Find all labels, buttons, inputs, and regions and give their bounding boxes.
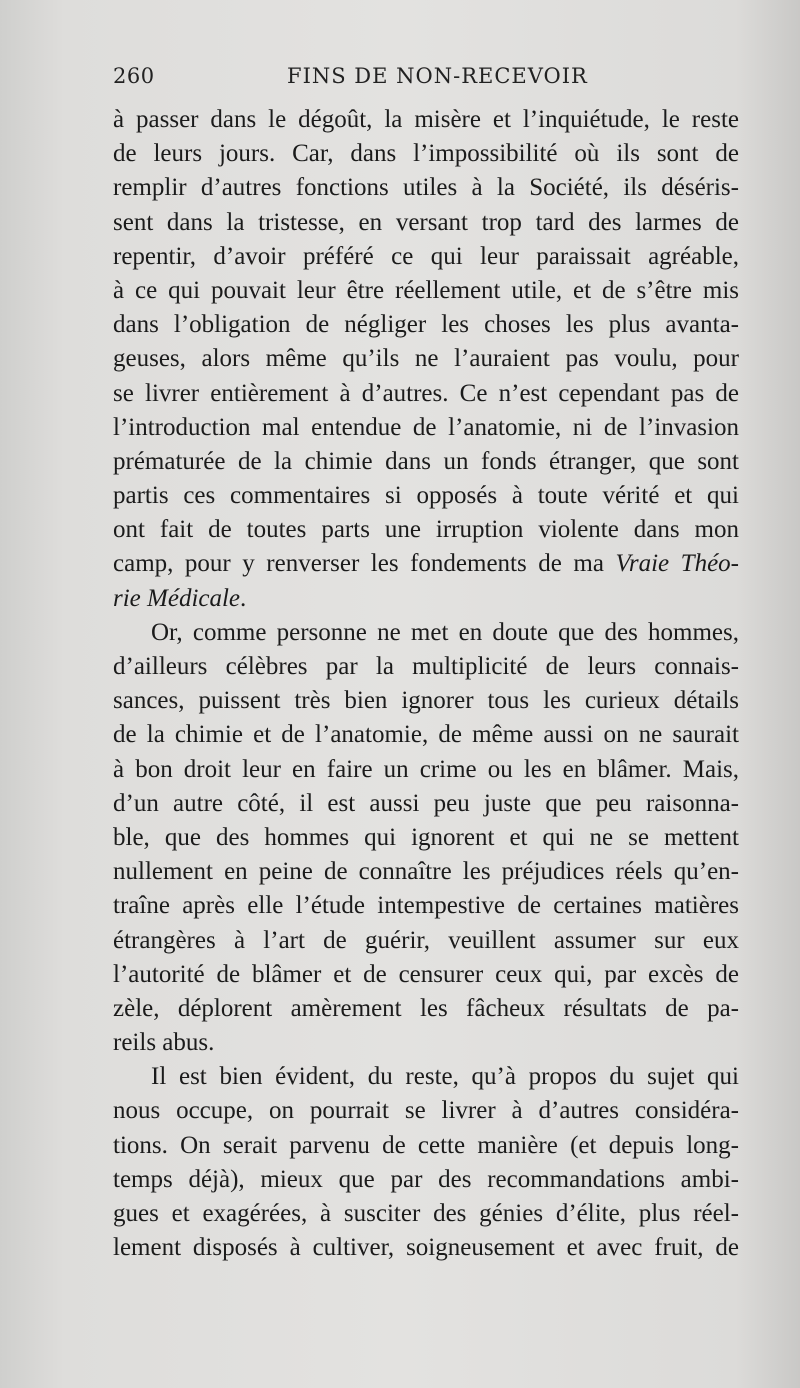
- page-number: 260: [113, 64, 155, 88]
- text-line: l’autorité de blâmer et de censurer ceux qui, par excès de: [113, 960, 739, 988]
- work-title-part-2: rie Médicale: [113, 584, 241, 612]
- text-line: ble, que des hommes qui ignorent et qui ne se mettent: [113, 823, 739, 851]
- text-line: prématurée de la chimie dans un fonds étranger, que sont: [113, 447, 739, 475]
- page-header: [113, 64, 739, 98]
- running-title: FINS DE NON-RECEVOIR: [287, 64, 588, 88]
- text-line: de leurs jours. Car, dans l’impossibilité où ils sont de: [113, 140, 739, 168]
- text-line: à bon droit leur en faire un crime ou les en blâmer. Mais,: [113, 755, 739, 783]
- text-line: sent dans la tristesse, en versant trop tard des larmes de: [113, 208, 739, 236]
- text-line: nullement en peine de connaître les préjudices réels qu’en-: [113, 858, 739, 886]
- text-line: Or, comme personne ne met en doute que des hommes,: [151, 618, 739, 646]
- text-line: geuses, alors même qu’ils ne l’auraient pas voulu, pour: [113, 345, 739, 373]
- text-line: remplir d’autres fonctions utiles à la Société, ils déséris-: [113, 174, 739, 202]
- text-line: d’un autre côté, il est aussi peu juste que peu raisonna-: [113, 789, 739, 817]
- text-line: partis ces commentaires si opposés à toute vérité et qui: [113, 482, 739, 510]
- text-line: traîne après elle l’étude intempestive de certaines matières: [113, 892, 739, 920]
- text-line: reils abus.: [113, 1029, 215, 1057]
- text-line: dans l’obligation de négliger les choses les plus avanta-: [113, 311, 739, 339]
- text-line: repentir, d’avoir préféré ce qui leur paraissait agréable,: [113, 242, 739, 270]
- text-line: ont fait de toutes parts une irruption violente dans mon: [113, 516, 739, 544]
- text-line: gues et exagérées, à susciter des génies d’élite, plus réel-: [113, 1200, 739, 1227]
- text-line: l’introduction mal entendue de l’anatomie, ni de l’invasion: [113, 413, 739, 441]
- text-line: étrangères à l’art de guérir, veuillent assumer sur eux: [113, 926, 739, 954]
- text-line: de la chimie et de l’anatomie, de même aussi on ne saurait: [113, 721, 739, 749]
- text-line-end: [113, 582, 739, 616]
- text-line: sances, puissent très bien ignorer tous les curieux détails: [113, 687, 739, 715]
- text-line: temps déjà), mieux que par des recommandations ambi-: [113, 1165, 739, 1193]
- work-title-part-1: Vraie Théo-: [615, 550, 740, 578]
- text-line: à ce qui pouvait leur être réellement utile, et de s’être mis: [113, 276, 739, 304]
- text-line: à passer dans le dégoût, la misère et l’inquiétude, le reste: [113, 106, 739, 133]
- text-line: zèle, déplorent amèrement les fâcheux résultats de pa-: [113, 994, 739, 1022]
- text-line: tions. On serait parvenu de cette manière (et depuis long-: [113, 1131, 739, 1159]
- text-line: lement disposés à cultiver, soigneusement et avec fruit, de: [113, 1234, 739, 1262]
- text-line: d’ailleurs célèbres par la multiplicité de leurs connais-: [113, 653, 739, 680]
- text-line: se livrer entièrement à d’autres. Ce n’est cependant pas de: [113, 379, 739, 407]
- text-line: Il est bien évident, du reste, qu’à propos du sujet qui: [151, 1063, 739, 1091]
- text-line-with-title: [113, 547, 739, 581]
- text-line-part: camp, pour y renverser les fondements de ma: [113, 550, 604, 578]
- text-line: nous occupe, on pourrait se livrer à d’autres considéra-: [113, 1097, 739, 1125]
- end-punctuation: .: [240, 584, 247, 612]
- body-text: [113, 103, 739, 1265]
